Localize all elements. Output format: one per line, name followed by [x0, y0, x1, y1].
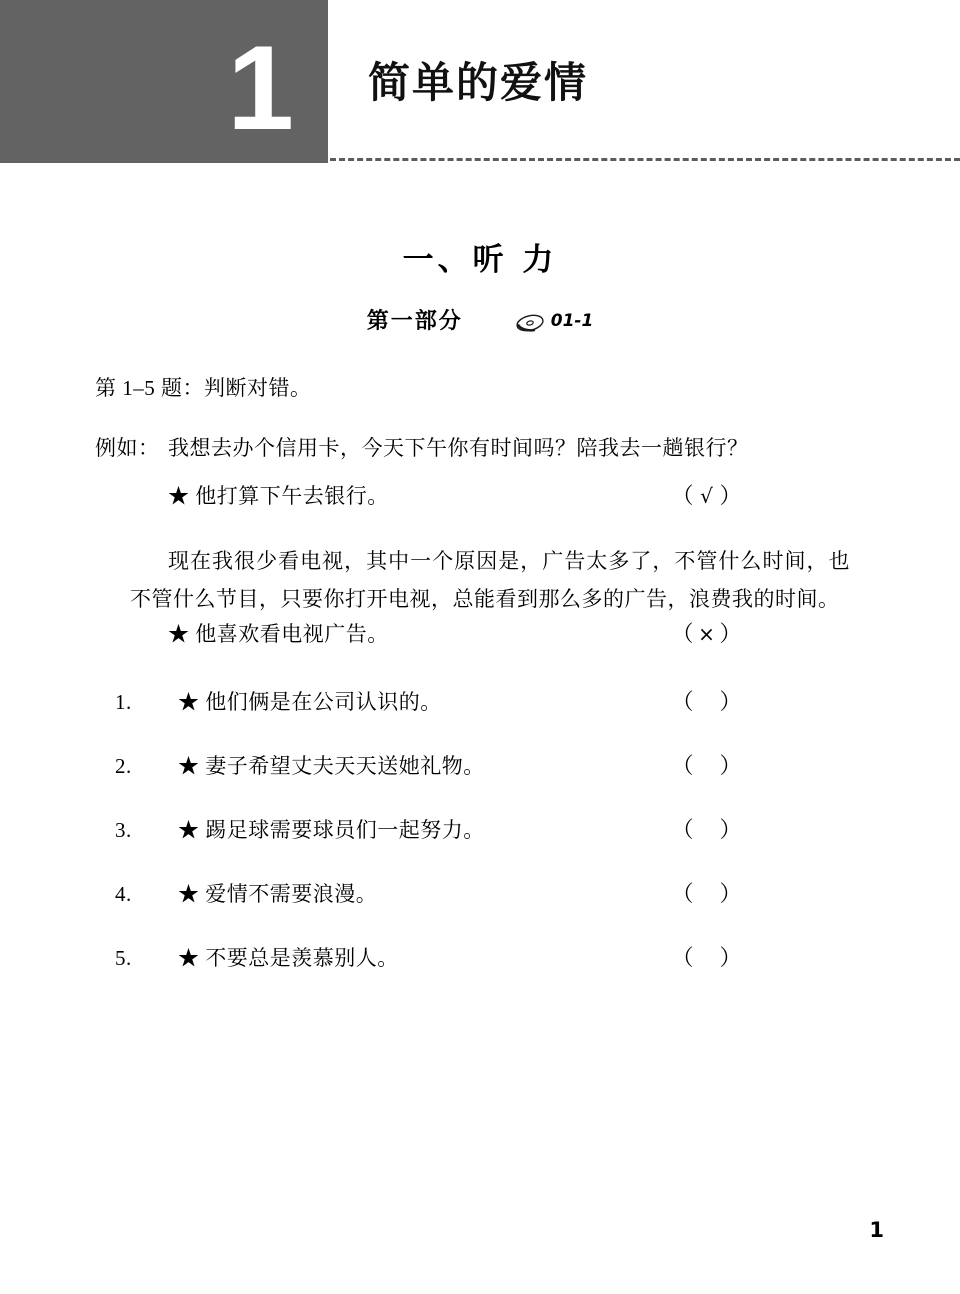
question-answer-box[interactable]	[655, 814, 760, 846]
answer-paren-close: ）	[719, 817, 744, 842]
example-prompt-text: 我想去办个信用卡，今天下午你有时间吗？陪我去一趟银行？	[168, 436, 749, 460]
question-row	[0, 814, 960, 878]
part-label: 第一部分	[366, 308, 463, 334]
answer-paren-open: （	[671, 881, 696, 906]
answer-paren-close: ）	[719, 621, 744, 646]
answer-paren-open: （	[671, 621, 696, 646]
example-statement-line	[95, 480, 895, 512]
question-row	[0, 686, 960, 750]
example-passage: 现在我很少看电视，其中一个原因是，广告太多了，不管什么时间，也不管什么节目，只要你打开电视，总能看到那么多的广告，浪费我的时间。	[130, 549, 850, 611]
example-passage-statement-text: ★ 他喜欢看电视广告。	[168, 622, 389, 646]
chapter-title: 简单的爱情	[368, 58, 589, 107]
answer-paren-close: ）	[719, 689, 744, 714]
question-statement: ★ 爱情不需要浪漫。	[178, 882, 378, 906]
question-number: 1.	[115, 690, 132, 714]
example-passage-answer-box	[655, 618, 760, 650]
question-number: 5.	[115, 946, 132, 970]
section-heading: 一、听 力	[402, 242, 558, 278]
question-list	[0, 686, 960, 1006]
example-prompt-line	[95, 432, 895, 464]
chapter-header	[0, 0, 960, 170]
question-answer-box[interactable]	[655, 942, 760, 974]
question-row	[0, 942, 960, 1006]
header-dashed-divider	[330, 158, 960, 161]
part-row	[0, 306, 960, 336]
question-number: 4.	[115, 882, 132, 906]
example-answer-mark: √	[700, 484, 715, 508]
question-row	[0, 750, 960, 814]
answer-paren-open: （	[671, 817, 696, 842]
question-answer-box[interactable]	[655, 686, 760, 718]
example-passage-statement-line	[168, 618, 868, 650]
track-code: 01-1	[550, 311, 594, 331]
example-passage-answer-mark: ×	[698, 622, 717, 646]
instruction-line: 第 1–5 题：判断对错。	[95, 376, 312, 400]
question-answer-box[interactable]	[655, 750, 760, 782]
question-row	[0, 878, 960, 942]
chapter-number: 1	[227, 21, 292, 155]
example-answer-box	[655, 480, 760, 512]
example-block	[95, 432, 895, 512]
question-statement: ★ 妻子希望丈夫天天送她礼物。	[178, 754, 485, 778]
answer-paren-close: ）	[719, 881, 744, 906]
answer-paren-close: ）	[719, 483, 744, 508]
answer-paren-open: （	[671, 689, 696, 714]
question-number: 2.	[115, 754, 132, 778]
question-answer-box[interactable]	[655, 878, 760, 910]
cd-disc-icon	[515, 313, 545, 333]
page-number: 1	[869, 1218, 884, 1242]
answer-paren-close: ）	[719, 945, 744, 970]
answer-paren-open: （	[671, 483, 696, 508]
question-number: 3.	[115, 818, 132, 842]
question-statement: ★ 不要总是羡慕别人。	[178, 946, 399, 970]
answer-paren-open: （	[671, 753, 696, 778]
answer-paren-open: （	[671, 945, 696, 970]
question-statement: ★ 他们俩是在公司认识的。	[178, 690, 442, 714]
question-statement: ★ 踢足球需要球员们一起努力。	[178, 818, 485, 842]
chapter-number-block	[0, 0, 328, 163]
answer-paren-close: ）	[719, 753, 744, 778]
example-statement-text: ★ 他打算下午去银行。	[168, 484, 389, 508]
example-tag: 例如：	[95, 436, 160, 460]
